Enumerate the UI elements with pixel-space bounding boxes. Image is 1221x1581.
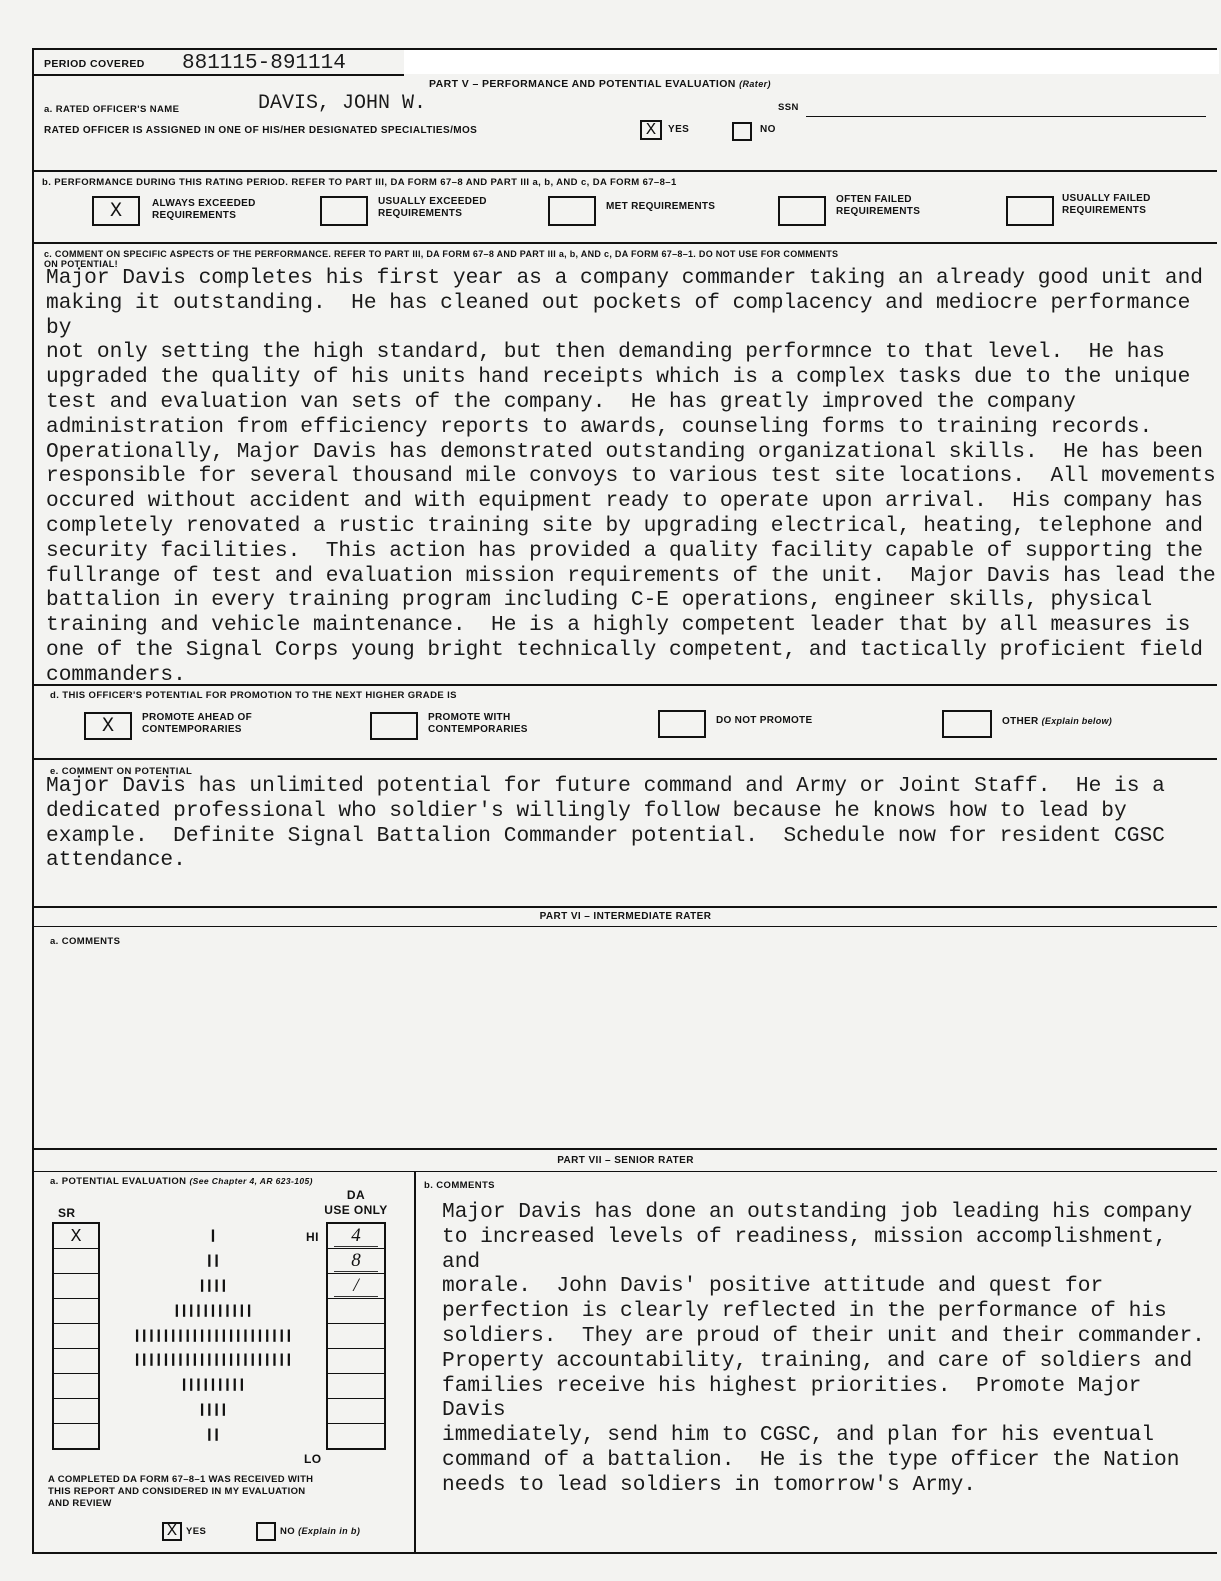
form-received-yes-label: YES [186,1526,207,1537]
period-covered-label: PERIOD COVERED [44,58,145,70]
performance-usually-failed-box[interactable] [1006,196,1054,226]
specialty-no-checkbox[interactable] [732,122,752,141]
form-received-no-checkbox[interactable] [256,1522,276,1541]
potential-ahead-box[interactable]: X [84,712,132,740]
specialty-no-label: NO [760,124,776,135]
potential-with-label: PROMOTE WITH CONTEMPORARIES [428,712,528,735]
part-vi-title: PART VI – INTERMEDIATE RATER [539,911,712,922]
performance-always-exceeded-box[interactable]: X [92,196,140,226]
rated-officer-name-value: DAVIS, JOHN W. [258,92,427,115]
form-received-yes-checkbox[interactable]: X [162,1522,182,1541]
hi-label: HI [306,1230,319,1244]
sr-box-1[interactable]: X [54,1224,98,1249]
specialty-label: RATED OFFICER IS ASSIGNED IN ONE OF HIS/HER DESIGNATED SPECIALTIES/MOS [44,125,478,136]
sr-box-6[interactable] [54,1349,98,1374]
potential-ahead-label: PROMOTE AHEAD OF CONTEMPORARIES [142,712,252,735]
potential-do-not-label: DO NOT PROMOTE [716,715,813,726]
performance-title: b. PERFORMANCE DURING THIS RATING PERIOD. REFER TO PART III, DA FORM 67–8 AND PART III a, b, AND c, DA FORM 67–8–1 [42,177,677,188]
potential-other-box[interactable] [942,710,992,738]
sr-label: SR [58,1206,76,1220]
part-vii-title: PART VII – SENIOR RATER [557,1155,694,1166]
sr-box-2[interactable] [54,1249,98,1274]
period-covered-value: 881115-891114 [182,52,346,75]
da-use-column [326,1222,386,1450]
potential-with-box[interactable] [370,712,418,740]
potential-other-label: OTHER (Explain below) [1002,716,1113,727]
comment-potential-label: e. COMMENT ON POTENTIAL [50,766,193,777]
ssn-label: SSN [778,102,799,113]
comment-performance-text: Major Davis completes his first year as a company commander taking an already good unit and making it outstanding. He has cleaned out pockets of complacency and mediocre performance by not only setting the high standard, but then demanding performnce to that level. He has upgraded the quality of his units hand receipts which is a complex tasks due to the unique test and evaluation van sets of the company. He has greatly improved the company administration from efficiency reports to awards, counseling forms to training records. Operationally, Major Davis has demonstrated outstanding organizational skills. He has been responsible for several thousand mile convoys to various test site locations. All movements occured without accident and with equipment ready to operate upon arrival. His company has completely renovated a rustic training site by upgrading electrical, heating, telephone and security facilities. This action has provided a quality facility capable of supporting the fullrange of test and evaluation mission requirements of the unit. Major Davis has lead the battalion in every training program including C-E operations, engineer skills, physical training and vehicle maintenance. He is a highly competent leader that by all measures is one of the Signal Corps young bright technically competent, and tactically proficient field commanders. [46,266,1216,687]
da-box-1: 4 [328,1224,384,1249]
intermediate-comments-label: a. COMMENTS [50,936,121,947]
oer-form: PERIOD COVERED 881115-891114 PART V – PERFORMANCE AND POTENTIAL EVALUATION (Rater) a. RATED OFFICER'S NAME DAVIS, JOHN W. SSN RATED OFFICER IS ASSIGNED IN ONE OF HIS/HER DESIGNATED SPECIALTIES/MOS X YES NO b. PERFORMANCE DURING THIS RATING PERIOD. REFER TO PART III, DA FORM 67–8 AND PART III a, b, AND c, DA FORM 67–8–1 X ALWAYS EXCEEDED REQUIREMENTS USUALLY EXCEEDED REQUIREMENTS MET REQUIREMENTS OFTEN FAILED REQUIREMENTS USUALLY FAILED REQUIREMENTS c. COMMENT ON SPECIFIC ASPECTS OF THE PERFORMANCE. REFER TO PART III, DA FORM 67–8 AND PART III a, b, AND c, DA FORM 67–8–1. DO NOT USE FOR COMMENTS ON POTENTIAL! Major Davis completes his first year as a company commander taking an already good unit and making it outstanding. He has cleaned out pockets of complacency and mediocre performance by not only setting the high standard, but then demanding performnce to that level. He has upgraded the quality of his units hand receipts which is a complex tasks due to the unique test and evaluation van sets of the company. He has greatly improved the company administration from efficiency reports to awards, counseling forms to training records. Operationally, Major Davis has demonstrated outstanding organizational skills. He has been responsible for several thousand mile convoys to various test site locations. All movements occured without accident and with equipment ready to operate upon arrival. His company has completely renovated a rustic training site by upgrading electrical, heating, telephone and security facilities. This action has provided a quality facility capable of supporting the fullrange of test and evaluation mission requirements of the unit. Major Davis has lead the battalion in every training program including C-E operations, engineer skills, physical training and vehicle maintenance. He is a highly competent leader that by all measures is one of the Signal Corps young bright technically competent, and tactically proficient field commanders. d. THIS OFFICER'S POTENTIAL FOR PROMOTION TO THE NEXT HIGHER GRADE IS X PROMOTE AHEAD OF CONTEMPORARIES PROMOTE WITH CONTEMPORARIES DO NOT PROMOTE OTHER (Explain below) e. COMMENT ON POTENTIAL Major Davis has unlimited potential for future command and Army or Joint Staff. He is a dedicated professional who soldier's willingly follow because he knows how to lead by example. Definite Signal Battalion Commander potential. Schedule now for resident CGSC attendance. PART VI – INTERMEDIATE RATER a. COMMENTS PART VII – SENIOR RATER a. POTENTIAL EVALUATION (See Chapter 4, AR 623-105) DA USE ONLY SR HI LO X 4 8 / ❙ ❙❙ ❙❙❙❙ ❙❙❙❙❙❙❙❙❙❙❙ ❙❙❙❙❙❙❙❙❙❙❙❙❙❙❙❙❙❙❙❙❙❙ ❙❙❙❙❙❙❙❙❙❙❙❙❙❙❙❙❙❙❙❙❙❙ ❙❙❙❙❙❙❙❙❙ ❙❙❙❙ ❙❙ A COMPLETED DA FORM 67–8–1 WAS RECEIVED WITH THIS REPORT AND CONSIDERED IN MY EVALUATION AND REVIEW X YES NO (Explain in b) b. COMMENTS Major Davis has done an outstanding job leading his company to increased levels of readiness, mission accomplishment, and morale. John Davis' positive attitude and quest for perfection is clearly reflected in the performance of his soldiers. They are proud of their unit and their commander. Property accountability, training, and care of soldiers and families receive his highest priorities. Promote Major Davis immediately, send him to CGSC, and plan for his eventual command of a battalion. He is the type officer the Nation needs to lead soldiers in tomorrow's Army. [32,48,1217,1554]
performance-usually-exceeded-box[interactable] [320,196,368,226]
sr-box-9[interactable] [54,1424,98,1448]
specialty-yes-checkbox[interactable]: X [640,120,662,140]
senior-rater-comments-text: Major Davis has done an outstanding job leading his company to increased levels of readiness, mission accomplishment, and morale. John Davis' positive attitude and quest for perfection is clearly reflected in the performance of his soldiers. They are proud of their unit and their commander. Property accountability, training, and care of soldiers and families receive his highest priorities. Promote Major Davis immediately, send him to CGSC, and plan for his eventual command of a battalion. He is the type officer the Nation needs to lead soldiers in tomorrow's Army. [442,1200,1205,1497]
potential-do-not-box[interactable] [658,710,706,738]
specialty-yes-label: YES [668,124,690,135]
form-received-no-label: NO (Explain in b) [280,1526,361,1537]
lo-label: LO [304,1452,322,1466]
performance-usually-exceeded-label: USUALLY EXCEEDED REQUIREMENTS [378,196,487,219]
sr-box-7[interactable] [54,1374,98,1399]
da-box-2: 8 [328,1249,384,1274]
sr-box-5[interactable] [54,1324,98,1349]
comment-performance-label: c. COMMENT ON SPECIFIC ASPECTS OF THE PERFORMANCE. REFER TO PART III, DA FORM 67–8 AND PART III a, b, AND c, DA FORM 67–8–1. DO NOT USE FOR COMMENTS ON POTENTIAL! [44,249,839,269]
part-v-title: PART V – PERFORMANCE AND POTENTIAL EVALUATION (Rater) [429,78,771,90]
performance-always-exceeded-label: ALWAYS EXCEEDED REQUIREMENTS [152,198,256,221]
sr-box-3[interactable] [54,1274,98,1299]
performance-met-box[interactable] [548,196,596,226]
performance-met-label: MET REQUIREMENTS [606,201,716,212]
performance-often-failed-box[interactable] [778,196,826,226]
da-box-3: / [328,1274,384,1299]
sr-box-4[interactable] [54,1299,98,1324]
senior-rater-comments-label: b. COMMENTS [424,1180,495,1191]
rated-officer-name-label: a. RATED OFFICER'S NAME [44,104,180,115]
performance-usually-failed-label: USUALLY FAILED REQUIREMENTS [1062,193,1151,216]
comment-potential-text: Major Davis has unlimited potential for future command and Army or Joint Staff. He is a dedicated professional who soldier's willingly follow because he knows how to lead by example. Definite Signal Battalion Commander potential. Schedule now for resident CGSC attendance. [46,774,1165,873]
potential-title: d. THIS OFFICER'S POTENTIAL FOR PROMOTION TO THE NEXT HIGHER GRADE IS [50,690,457,701]
sr-box-8[interactable] [54,1399,98,1424]
da-use-only-label: DA USE ONLY [324,1188,388,1217]
sr-profile-column [52,1222,100,1450]
performance-often-failed-label: OFTEN FAILED REQUIREMENTS [836,194,921,217]
form-received-statement: A COMPLETED DA FORM 67–8–1 WAS RECEIVED WITH THIS REPORT AND CONSIDERED IN MY EVALUATION AND REVIEW [48,1474,314,1509]
potential-evaluation-label: a. POTENTIAL EVALUATION (See Chapter 4, AR 623-105) [50,1176,313,1187]
